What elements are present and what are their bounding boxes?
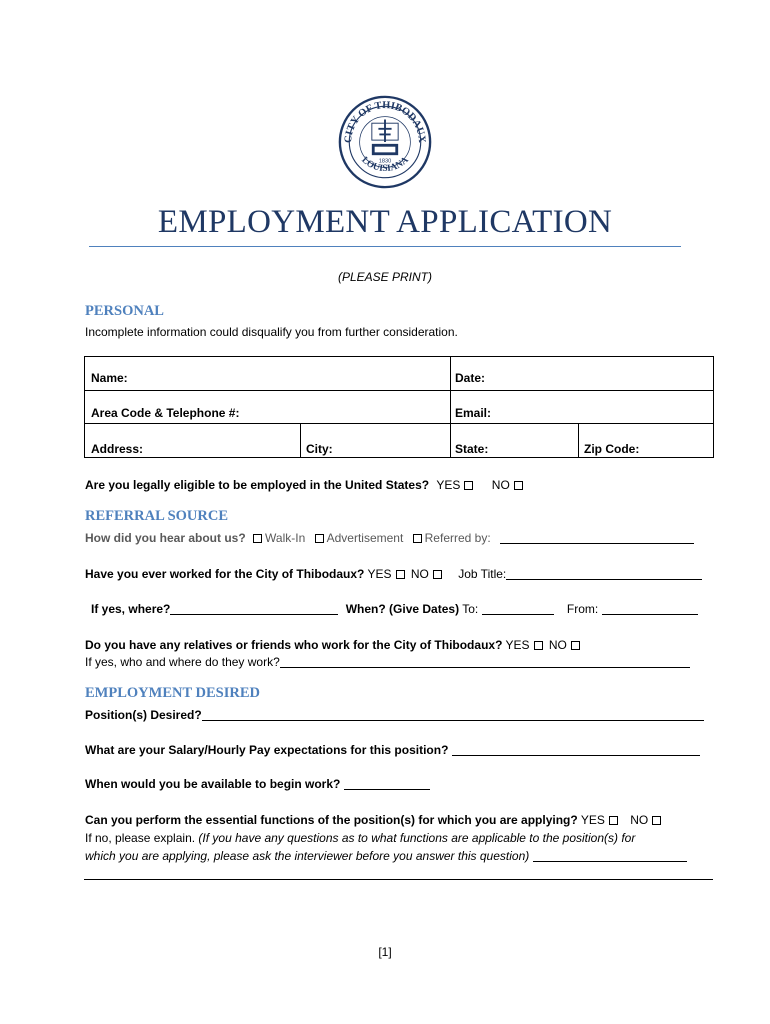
referred-by-label: Referred by:	[424, 531, 491, 545]
advertisement-checkbox[interactable]	[315, 534, 324, 543]
salary-input[interactable]	[452, 745, 700, 756]
employment-heading: EMPLOYMENT DESIRED	[85, 685, 260, 701]
essential-yes-checkbox[interactable]	[609, 816, 618, 825]
salary-row	[85, 743, 700, 757]
page-number: [1]	[378, 945, 392, 959]
explain-row-1	[85, 831, 635, 845]
name-field[interactable]: Name:	[91, 371, 128, 385]
essential-question: Can you perform the essential functions of the position(s) for which you are applying?	[85, 813, 578, 827]
eligibility-no-checkbox[interactable]	[514, 481, 523, 490]
date-field[interactable]: Date:	[455, 371, 486, 385]
salary-label: What are your Salary/Hourly Pay expectations for this position?	[85, 743, 449, 757]
positions-label: Position(s) Desired?	[85, 708, 202, 722]
advertisement-label: Advertisement	[326, 531, 404, 545]
available-row	[85, 777, 430, 791]
available-label: When would you be available to begin work?	[85, 777, 341, 791]
walk-in-label: Walk-In	[265, 531, 306, 545]
worked-no-label: NO	[410, 567, 429, 581]
available-input[interactable]	[344, 779, 430, 790]
to-label: To:	[462, 602, 479, 616]
page-title: EMPLOYMENT APPLICATION	[157, 204, 613, 240]
essential-no-checkbox[interactable]	[652, 816, 661, 825]
telephone-field[interactable]: Area Code & Telephone #:	[91, 406, 240, 420]
from-date-input[interactable]	[602, 604, 698, 615]
title-divider	[89, 246, 681, 247]
relatives-yes-label: YES	[505, 638, 530, 652]
bottom-divider	[84, 879, 713, 880]
email-field[interactable]: Email:	[455, 406, 492, 420]
explain-row-2	[85, 849, 687, 863]
worked-yes-checkbox[interactable]	[396, 570, 405, 579]
relatives-no-checkbox[interactable]	[571, 641, 580, 650]
city-field[interactable]: City:	[306, 442, 333, 456]
relatives-yes-checkbox[interactable]	[534, 641, 543, 650]
explain-input[interactable]	[533, 851, 687, 862]
eligibility-yes-checkbox[interactable]	[464, 481, 473, 490]
when-label: When? (Give Dates)	[345, 602, 460, 616]
worked-question: Have you ever worked for the City of Thibodaux?	[85, 567, 365, 581]
referral-row	[85, 531, 694, 545]
worked-row	[85, 567, 702, 581]
where-input[interactable]	[170, 604, 338, 615]
worked-where-row	[91, 602, 698, 616]
positions-input[interactable]	[202, 710, 704, 721]
essential-no-label: NO	[630, 813, 649, 827]
job-title-input[interactable]	[506, 569, 702, 580]
explain-note-2: which you are applying, please ask the interviewer before you answer this question)	[85, 849, 530, 863]
address-field[interactable]: Address:	[91, 442, 144, 456]
relatives-followup-row	[85, 655, 690, 669]
seal-bottom-text: LOUISIANA	[359, 155, 411, 175]
referral-question: How did you hear about us?	[85, 531, 246, 545]
if-yes-where-label: If yes, where?	[91, 602, 171, 616]
personal-info-table	[84, 356, 714, 458]
relatives-input[interactable]	[280, 657, 690, 668]
eligibility-no-label: NO	[491, 478, 510, 492]
referred-by-checkbox[interactable]	[413, 534, 422, 543]
personal-note: Incomplete information could disqualify you from further consideration.	[85, 325, 458, 339]
job-title-label: Job Title:	[458, 567, 507, 581]
relatives-question: Do you have any relatives or friends who work for the City of Thibodaux?	[85, 638, 503, 652]
seal-year: 1830	[378, 158, 392, 165]
state-field[interactable]: State:	[455, 442, 489, 456]
eligibility-question: Are you legally eligible to be employed in the United States?	[85, 478, 430, 492]
explain-note-1: (If you have any questions as to what functions are applicable to the position(s) for	[198, 831, 636, 845]
zip-field[interactable]: Zip Code:	[584, 442, 640, 456]
relatives-no-label: NO	[548, 638, 567, 652]
essential-row	[85, 813, 664, 827]
referral-heading: REFERRAL SOURCE	[85, 508, 229, 524]
city-seal-logo	[338, 95, 432, 189]
explain-label: If no, please explain.	[85, 831, 196, 845]
walk-in-checkbox[interactable]	[253, 534, 262, 543]
referred-by-input[interactable]	[500, 533, 694, 544]
eligibility-yes-label: YES	[436, 478, 461, 492]
worked-no-checkbox[interactable]	[433, 570, 442, 579]
positions-row	[85, 708, 704, 722]
seal-top-text: CITY OF THIBODAUX	[342, 100, 428, 144]
essential-yes-label: YES	[580, 813, 605, 827]
from-label: From:	[566, 602, 599, 616]
to-date-input[interactable]	[482, 604, 554, 615]
personal-heading: PERSONAL	[85, 303, 164, 319]
relatives-followup-label: If yes, who and where do they work?	[85, 655, 280, 669]
eligibility-row	[85, 478, 526, 492]
subtitle: (PLEASE PRINT)	[337, 270, 433, 284]
worked-yes-label: YES	[367, 567, 392, 581]
relatives-row	[85, 638, 583, 652]
